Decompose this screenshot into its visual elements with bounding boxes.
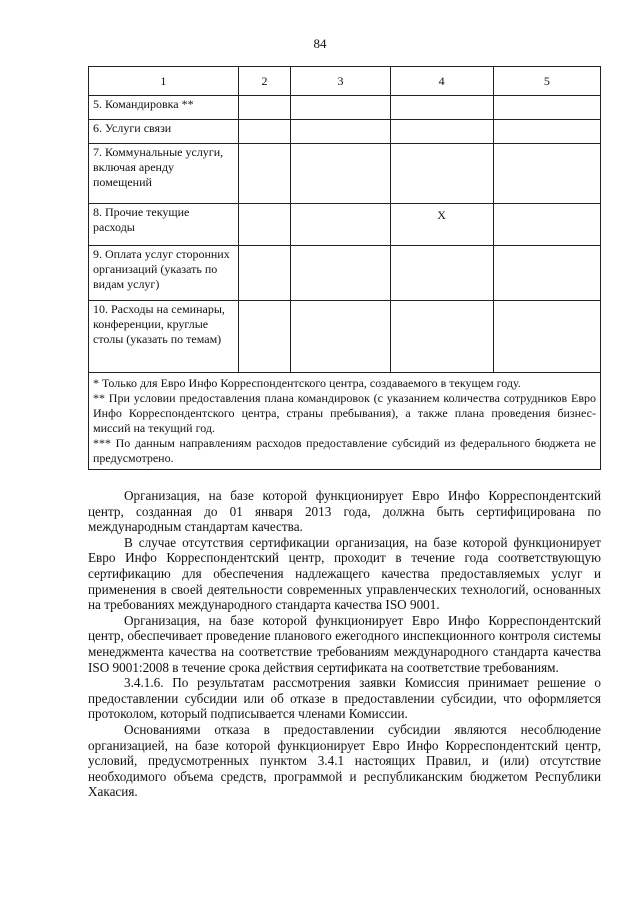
footnote-3: *** По данным направлениям расходов предоставление субсидий из федерального бюджета не предусмотрено. <box>93 436 596 465</box>
table-row <box>89 96 601 120</box>
table-header-row <box>89 67 601 96</box>
table-cell <box>238 120 291 144</box>
row-label: 8. Прочие текущие расходы <box>89 204 239 246</box>
table-cell <box>291 204 390 246</box>
table-cell <box>390 144 493 204</box>
header-cell-1: 1 <box>89 67 239 96</box>
paragraph-inspection: Организация, на базе которой функционирует Евро Инфо Корреспондентский центр, обеспечивает проведение планового ежегодного инспекционного контроля системы менеджмента качества на соответствие требованиям международного стандарта качества ISO 9001:2008 в течение срока действия сертификата на соответствие требованиям. <box>88 612 601 675</box>
row-label: 7. Коммунальные услуги, включая аренду помещений <box>89 144 239 204</box>
table-cell <box>493 204 600 246</box>
table-row <box>89 301 601 373</box>
table-cell <box>493 120 600 144</box>
table-cell <box>291 301 390 373</box>
table-cell <box>390 246 493 301</box>
table-cell <box>291 96 390 120</box>
paragraph-no-certification: В случае отсутствия сертификации организация, на базе которой функционирует Евро Инфо Корреспондентский центр, проходит в течение года соответствующую сертификацию для обеспечения надлежащего качества предоставляемых услуг и применения в своей деятельности современных управленческих технологий, основанных на требованиях международного стандарта качества ISO 9001. <box>88 534 601 613</box>
table-cell <box>238 301 291 373</box>
table-row <box>89 144 601 204</box>
table-cell <box>291 144 390 204</box>
table-cell <box>493 246 600 301</box>
table-cell <box>238 204 291 246</box>
table-row <box>89 246 601 301</box>
table-notes <box>89 373 601 470</box>
table-cell <box>238 246 291 301</box>
table-cell <box>493 96 600 120</box>
paragraph-refusal-grounds: Основаниями отказа в предоставлении субсидии являются несоблюдение организацией, на базе которой функционирует Евро Инфо Корреспондентский центр, условий, предусмотренных пунктом 3.4.1 настоящих Правил, и (или) отсутствие необходимого объема средств, программой и республиканским бюджетом Республики Хакасия. <box>88 721 601 800</box>
header-cell-3: 3 <box>291 67 390 96</box>
table-row <box>89 120 601 144</box>
row-label: 5. Командировка ** <box>89 96 239 120</box>
body-text <box>88 488 601 800</box>
row-label: 10. Расходы на семинары, конференции, круглые столы (указать по темам) <box>89 301 239 373</box>
table-cell <box>238 96 291 120</box>
header-cell-2: 2 <box>238 67 291 96</box>
footnote-1: * Только для Евро Инфо Корреспондентского центра, создаваемого в текущем году. <box>93 376 521 390</box>
table-cell <box>390 120 493 144</box>
page-number: 84 <box>313 36 327 51</box>
header-cell-5: 5 <box>493 67 600 96</box>
table-cell <box>390 96 493 120</box>
table-cell <box>238 144 291 204</box>
paragraph-decision: 3.4.1.6. По результатам рассмотрения заявки Комиссия принимает решение о предоставлении субсидии или об отказе в предоставлении субсидии, что оформляется протоколом, который подписывается членами Комиссии. <box>88 675 601 722</box>
table-cell <box>493 301 600 373</box>
table-cell <box>390 301 493 373</box>
footnote-2: ** При условии предоставления плана командировок (с указанием количества сотрудников Евро Инфо Корреспондентского центра, страны пребывания), а также плана проведения бизнес-миссий на текущий год. <box>93 391 596 435</box>
table-notes-row <box>89 373 601 470</box>
table-cell <box>493 144 600 204</box>
table-row <box>89 204 601 246</box>
table-cell <box>291 120 390 144</box>
table-cell <box>291 246 390 301</box>
paragraph-certification: Организация, на базе которой функционирует Евро Инфо Корреспондентский центр, созданная до 01 января 2013 года, должна быть сертифицирована по международным стандартам качества. <box>88 488 601 535</box>
x-mark: X <box>390 204 493 246</box>
header-cell-4: 4 <box>390 67 493 96</box>
row-label: 9. Оплата услуг сторонних организаций (указать по видам услуг) <box>89 246 239 301</box>
row-label: 6. Услуги связи <box>89 120 239 144</box>
expense-table <box>88 66 601 470</box>
